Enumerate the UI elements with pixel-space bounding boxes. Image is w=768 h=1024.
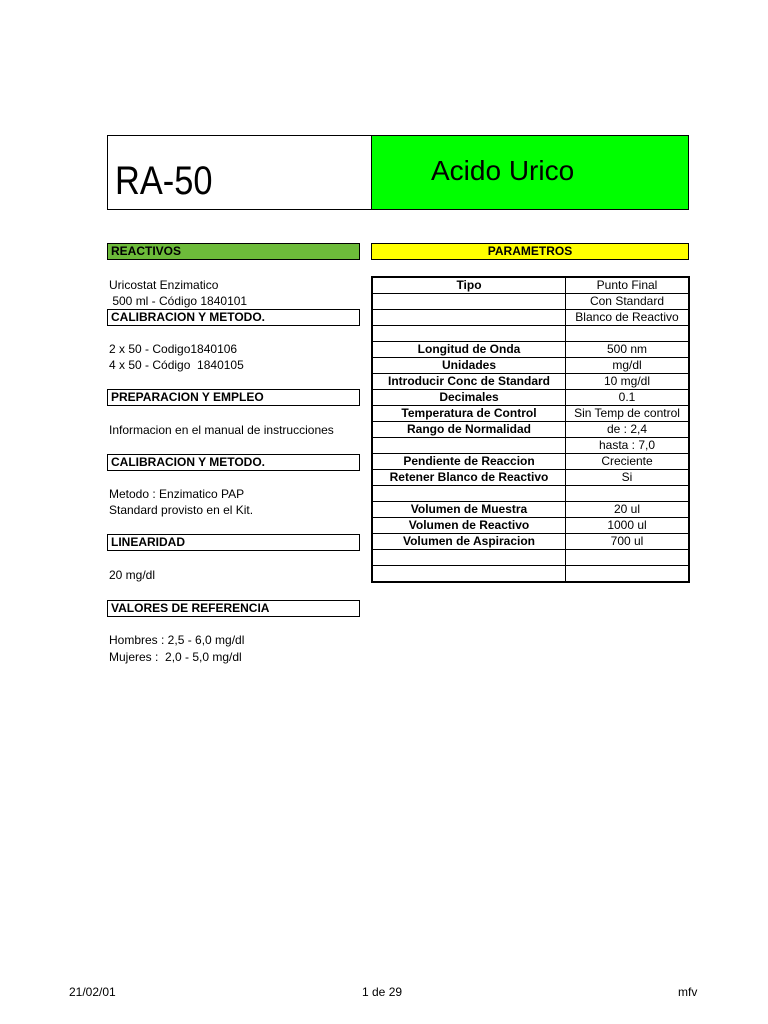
param-value: 10 mg/dl — [566, 374, 690, 390]
param-label — [372, 438, 566, 454]
footer-date: 21/02/01 — [69, 985, 116, 999]
param-row — [372, 454, 689, 470]
param-label: Tipo — [372, 277, 566, 294]
doc-title: Acido Urico — [431, 155, 575, 186]
param-row — [372, 550, 689, 566]
calibracion-heading-1: CALIBRACION Y METODO. — [107, 309, 360, 326]
param-row — [372, 390, 689, 406]
parametros-table — [371, 276, 690, 583]
linearidad-heading: LINEARIDAD — [107, 534, 360, 551]
param-value: 20 ul — [566, 502, 690, 518]
reactivos-heading: REACTIVOS — [107, 243, 360, 260]
param-row — [372, 294, 689, 310]
param-label: Unidades — [372, 358, 566, 374]
param-row — [372, 326, 689, 342]
param-row — [372, 310, 689, 326]
parametros-heading: PARAMETROS — [371, 243, 689, 260]
param-row — [372, 438, 689, 454]
param-row — [372, 486, 689, 502]
param-label: Volumen de Reactivo — [372, 518, 566, 534]
calibracion-line-1: 2 x 50 - Codigo1840106 — [109, 342, 238, 356]
param-row — [372, 422, 689, 438]
reactivos-line-1: Uricostat Enzimatico — [109, 278, 219, 292]
metodo-line-2: Standard provisto en el Kit. — [109, 503, 254, 517]
param-label: Decimales — [372, 390, 566, 406]
param-value — [566, 486, 690, 502]
param-row — [372, 406, 689, 422]
param-value: Sin Temp de control — [566, 406, 690, 422]
preparacion-heading: PREPARACION Y EMPLEO — [107, 389, 360, 406]
param-row — [372, 518, 689, 534]
param-row — [372, 534, 689, 550]
param-value: 1000 ul — [566, 518, 690, 534]
calibracion-line-2: 4 x 50 - Código 1840105 — [109, 358, 244, 372]
param-label: Pendiente de Reaccion — [372, 454, 566, 470]
valores-heading: VALORES DE REFERENCIA — [107, 600, 360, 617]
param-value: mg/dl — [566, 358, 690, 374]
valores-line-2: Mujeres : 2,0 - 5,0 mg/dl — [109, 650, 242, 664]
valores-line-1: Hombres : 2,5 - 6,0 mg/dl — [109, 633, 245, 647]
param-label: Volumen de Muestra — [372, 502, 566, 518]
param-label: Rango de Normalidad — [372, 422, 566, 438]
footer-page-number: 1 de 29 — [362, 985, 403, 999]
param-label — [372, 566, 566, 583]
param-row — [372, 277, 689, 294]
param-label: Longitud de Onda — [372, 342, 566, 358]
reactivos-line-2: 500 ml - Código 1840101 — [109, 294, 248, 308]
doc-code: RA-50 — [115, 159, 213, 203]
linearidad-line-1: 20 mg/dl — [109, 568, 156, 582]
param-row — [372, 470, 689, 486]
param-value: Con Standard — [566, 294, 690, 310]
param-label — [372, 486, 566, 502]
param-label — [372, 310, 566, 326]
param-label: Retener Blanco de Reactivo — [372, 470, 566, 486]
param-value: Si — [566, 470, 690, 486]
param-label: Introducir Conc de Standard — [372, 374, 566, 390]
param-row — [372, 374, 689, 390]
param-value: 0.1 — [566, 390, 690, 406]
doc-code-box — [107, 135, 371, 210]
param-value: Punto Final — [566, 277, 690, 294]
doc-title-box — [371, 135, 689, 210]
param-row — [372, 342, 689, 358]
param-row — [372, 502, 689, 518]
param-row — [372, 358, 689, 374]
preparacion-line-1: Informacion en el manual de instrucciones — [109, 423, 334, 437]
param-value: de : 2,4 — [566, 422, 690, 438]
param-value: Blanco de Reactivo — [566, 310, 690, 326]
metodo-line-1: Metodo : Enzimatico PAP — [109, 487, 245, 501]
param-value: hasta : 7,0 — [566, 438, 690, 454]
param-label: Temperatura de Control — [372, 406, 566, 422]
param-value: Creciente — [566, 454, 690, 470]
param-label: Volumen de Aspiracion — [372, 534, 566, 550]
footer-author: mfv — [678, 985, 698, 999]
param-label — [372, 326, 566, 342]
param-label — [372, 294, 566, 310]
param-value — [566, 550, 690, 566]
param-value — [566, 326, 690, 342]
param-value: 500 nm — [566, 342, 690, 358]
calibracion-heading-2: CALIBRACION Y METODO. — [107, 454, 360, 471]
param-label — [372, 550, 566, 566]
param-value: 700 ul — [566, 534, 690, 550]
param-row — [372, 566, 689, 583]
param-value — [566, 566, 690, 583]
